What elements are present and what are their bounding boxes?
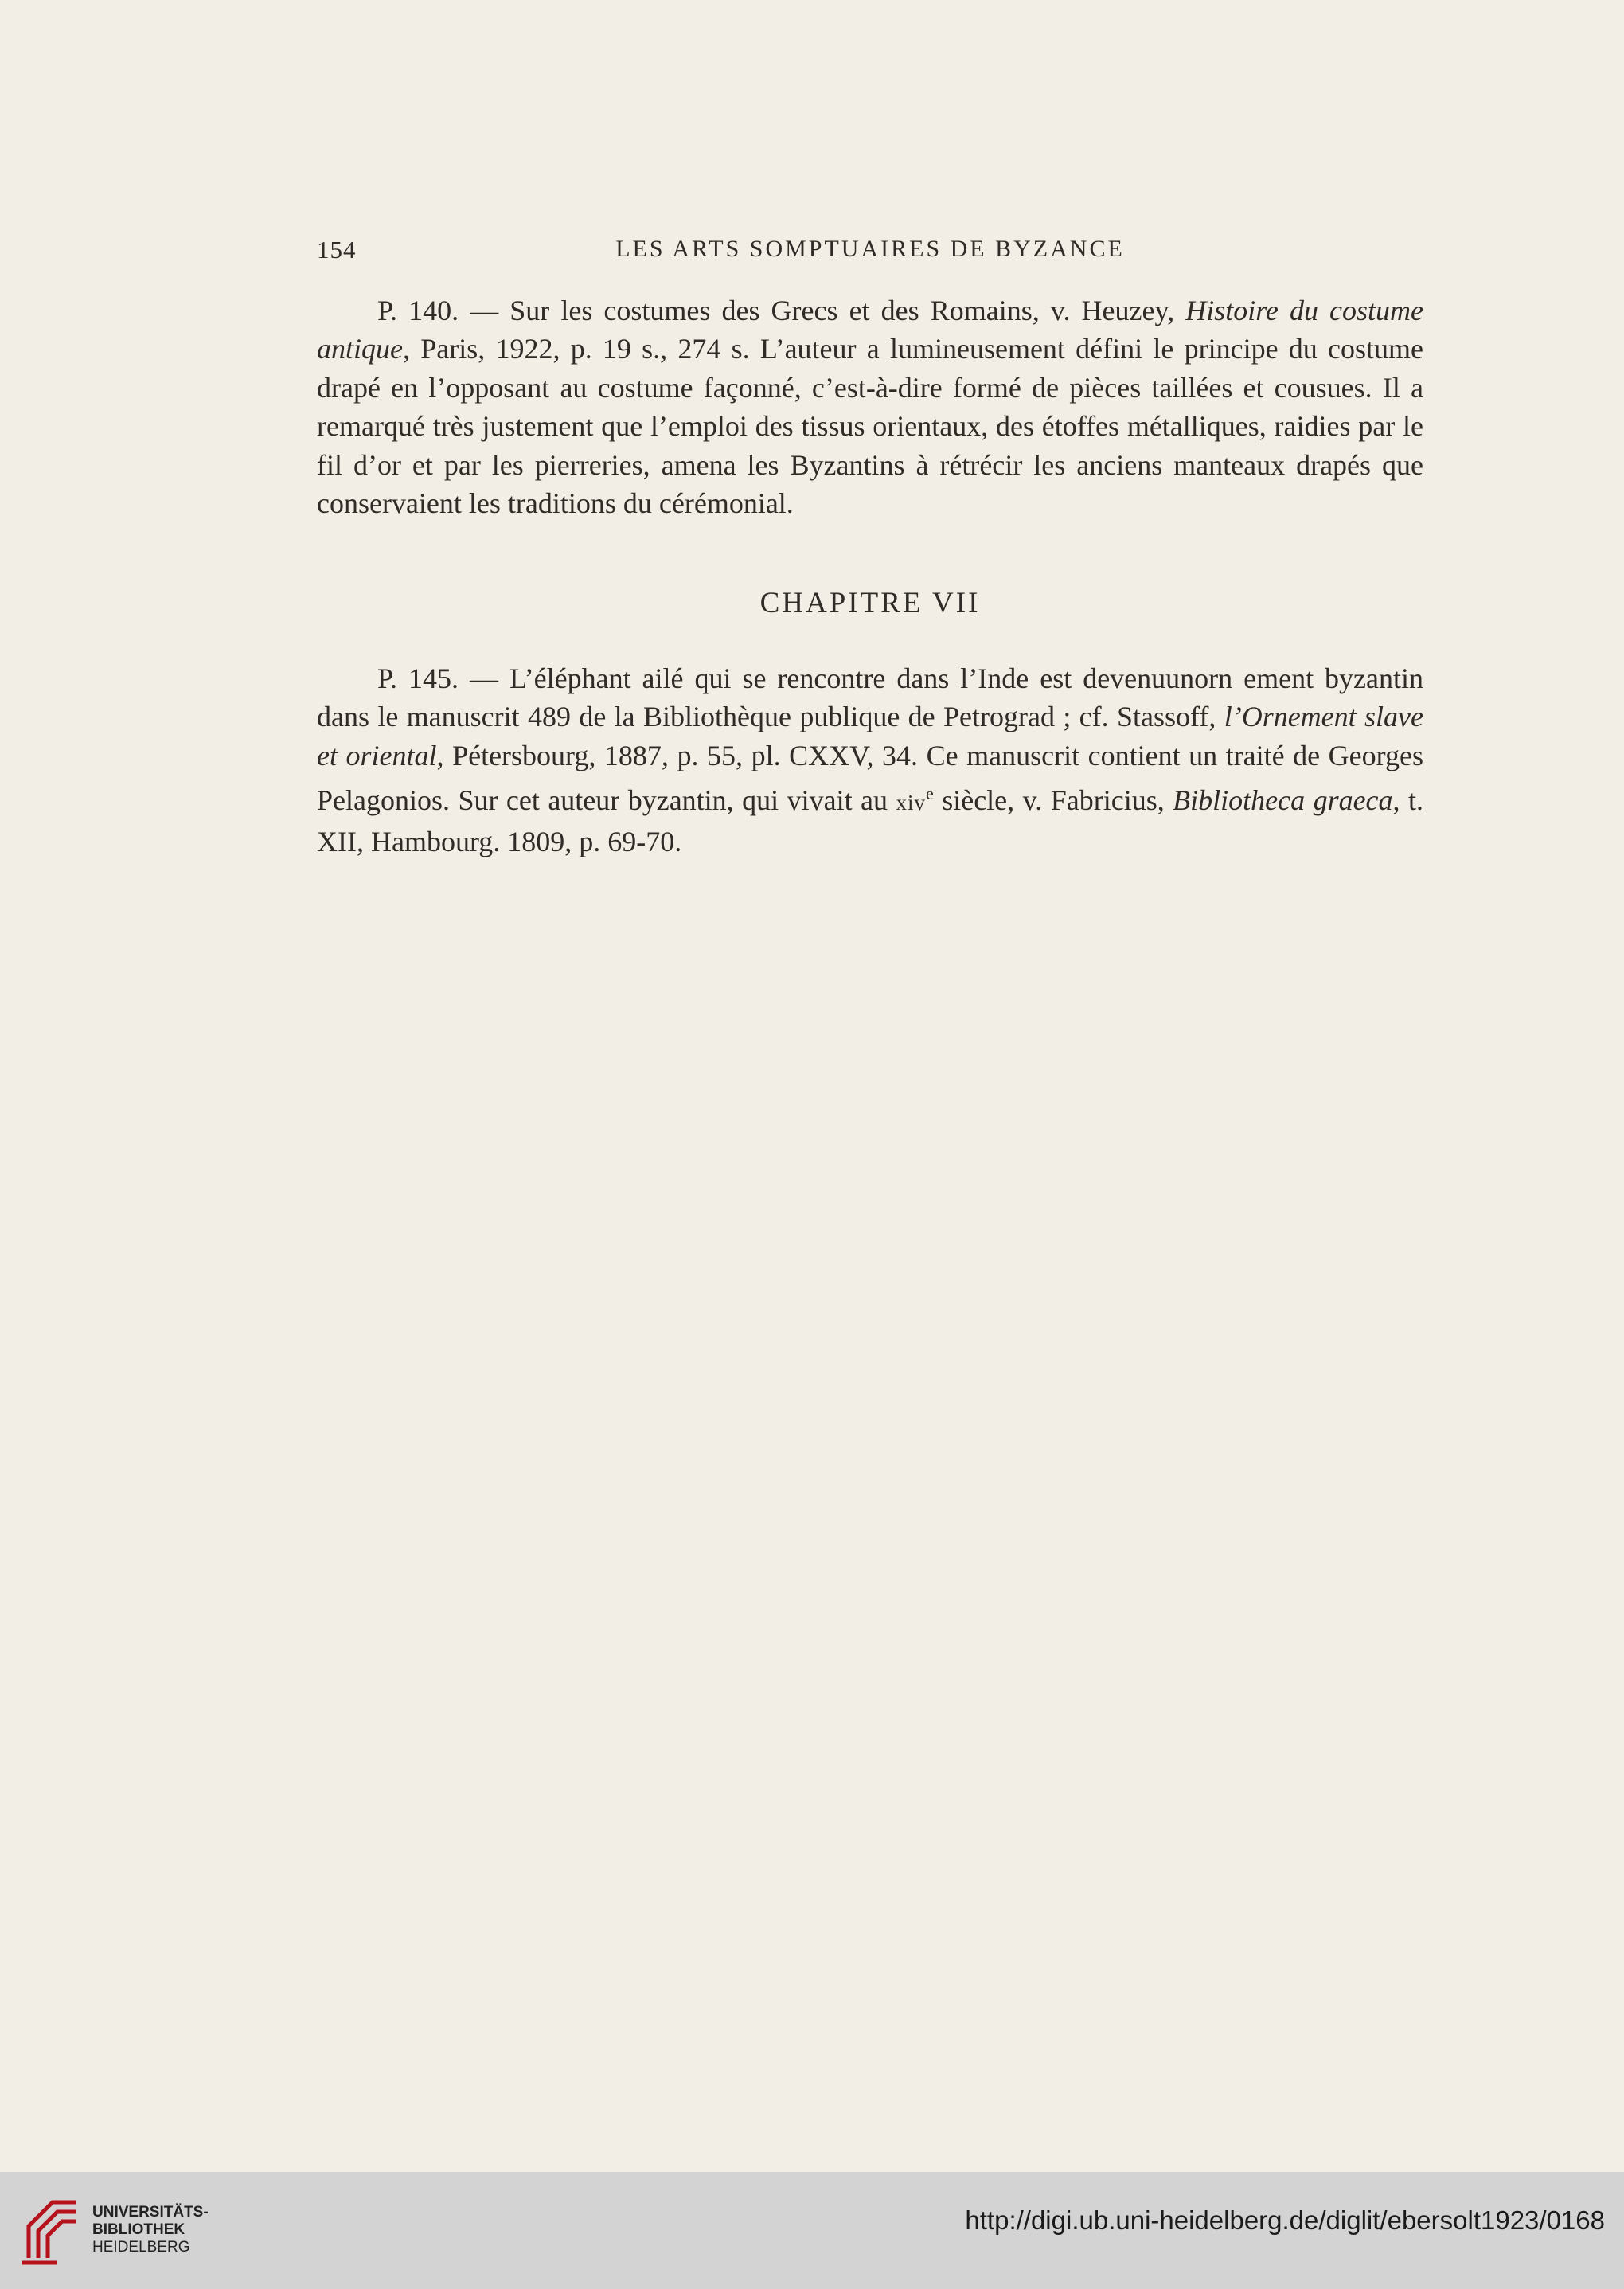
page-reference: P. 140.	[377, 295, 459, 326]
library-name-line: HEIDELBERG	[92, 2239, 190, 2256]
library-name	[92, 2204, 209, 2256]
paragraph-text: L’éléphant ailé qui se rencontre dans l’Inde est devenuunorn ement byzantin dans le manuscrit 489 de la Bibliothèque publique de Petrograd ; cf. Stassoff,	[317, 662, 1424, 733]
paragraph-text: , Paris, 1922, p. 19 s., 274 s. L’auteur a lumineusement défini le principe du costume drapé en l’opposant au costume façonné, c’est-à-dire formé de pièces taillées et cousues. Il a remarqué très justement que l’emploi des tissus orientaux, des étoffes métalliques, raidies par le fil d’or et par les pierreries, amena les Byzantins à rétrécir les anciens manteaux drapés que conservaient les traditions du cérémonial.	[317, 333, 1423, 520]
century-numeral: xiv	[896, 791, 926, 815]
book-title: Bibliotheca graeca	[1173, 784, 1393, 817]
chapter-heading: CHAPITRE VII	[759, 587, 981, 619]
paragraph-p140	[317, 291, 1423, 522]
paragraph-text: , t. XII, Hambourg. 1809, p. 69-70.	[317, 784, 1423, 857]
paragraph-text: , Pétersbourg, 1887, p. 55, pl. CXXV, 34. Ce manuscrit contient un traité de Georges Pelagonios. Sur cet auteur byzantin, qui vivait au	[317, 739, 1423, 817]
permalink-url[interactable]: http://digi.ub.uni-heidelberg.de/diglit/ebersolt1923/0168	[965, 2205, 1605, 2235]
library-name-line: UNIVERSITÄTS-	[92, 2204, 209, 2221]
dash: —	[459, 295, 510, 326]
dash: —	[459, 662, 509, 694]
library-logo-icon	[18, 2191, 94, 2268]
book-title: l’Ornement slave et oriental	[317, 701, 1423, 771]
footer-bar	[0, 2172, 1624, 2289]
library-name-line: BIBLIOTHEK	[92, 2221, 185, 2238]
paragraph-text: siècle, v. Fabricius,	[933, 784, 1173, 817]
page-reference: P. 145.	[377, 662, 459, 694]
page-number: 154	[317, 236, 357, 264]
century-superscript: e	[925, 783, 934, 804]
paragraph-p145	[317, 659, 1423, 861]
running-title: LES ARTS SOMPTUAIRES DE BYZANCE	[615, 236, 1125, 262]
book-title: Histoire du costume antique	[317, 295, 1423, 365]
paragraph-text: Sur les costumes des Grecs et des Romains, v. Heuzey,	[509, 295, 1186, 326]
running-head	[317, 236, 1423, 271]
